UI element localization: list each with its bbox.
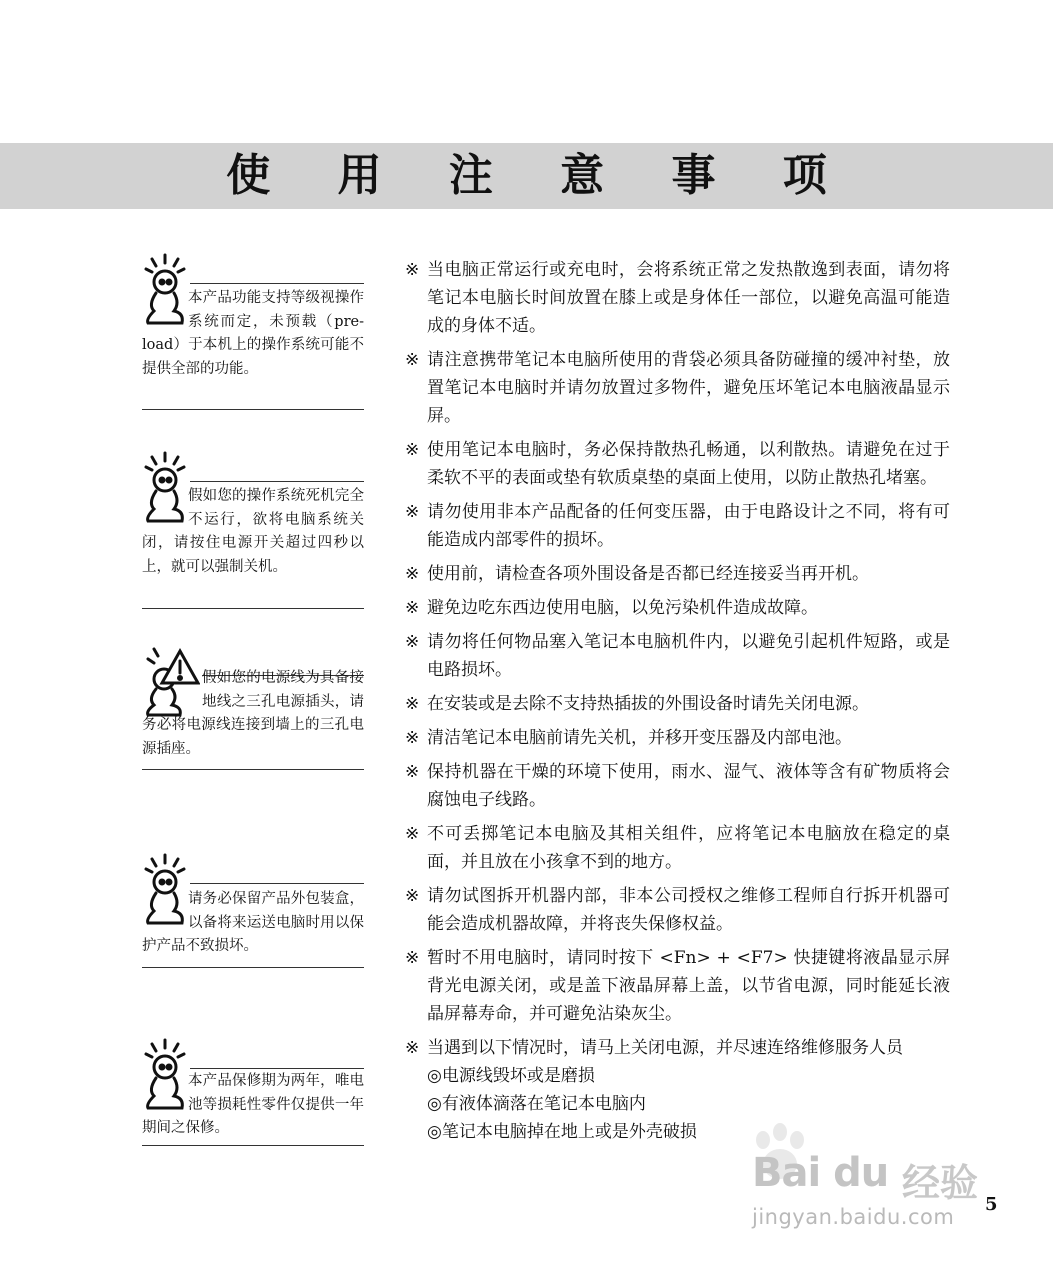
divider: [142, 769, 364, 770]
reference-mark: ※: [405, 502, 420, 522]
note-text: 请勿试图拆开机器内部，非本公司授权之维修工程师自行拆开机器可能会造成机器故障，并将丧失保修权益。: [427, 886, 950, 934]
reference-mark: ※: [405, 728, 420, 748]
note-text: 当遇到以下情况时，请马上关闭电源，并尽速连络维修服务人员: [427, 1038, 903, 1058]
page-number: 5: [985, 1194, 998, 1215]
double-circle-mark: ◎: [427, 1094, 442, 1114]
reference-mark: ※: [405, 632, 420, 652]
list-item: [405, 690, 950, 718]
reference-mark: ※: [405, 440, 420, 460]
divider: [190, 883, 364, 884]
reference-mark: ※: [405, 948, 420, 968]
note-text: 清洁笔记本电脑前请先关机，并移开变压器及内部电池。: [427, 728, 852, 748]
notes-list: [405, 256, 950, 1152]
note-text: 使用笔记本电脑时，务必保持散热孔畅通，以利散热。请避免在过于柔软不平的表面或垫有软质桌垫的桌面上使用，以防止散热孔堵塞。: [427, 440, 950, 488]
reference-mark: ※: [405, 564, 420, 584]
divider: [142, 409, 364, 410]
note-text: 保持机器在干燥的环境下使用，雨水、湿气、液体等含有矿物质将会腐蚀电子线路。: [427, 762, 950, 810]
list-item: [405, 758, 950, 814]
list-item: [405, 1034, 950, 1146]
sub-list-item: [427, 1062, 950, 1090]
divider: [142, 1145, 364, 1146]
tip-text: 请务必保留产品外包装盒，以备将来运送电脑时用以保护产品不致损坏。: [142, 891, 364, 954]
reference-mark: ※: [405, 598, 420, 618]
list-item: [405, 944, 950, 1028]
tip-block: [142, 645, 364, 770]
note-text: 避免边吃东西边使用电脑，以免污染机件造成故障。: [427, 598, 818, 618]
watermark-logo: Bai du: [752, 1150, 889, 1196]
double-circle-mark: ◎: [427, 1122, 442, 1142]
sub-item-text: 电源线毁坏或是磨损: [441, 1066, 595, 1086]
divider: [142, 967, 364, 968]
divider: [190, 283, 364, 284]
sub-list-item: [427, 1118, 950, 1146]
tip-text: 假如您的电源线为具备接地线之三孔电源插头，请务必将电源线连接到墙上的三孔电源插座。: [142, 670, 364, 757]
reference-mark: ※: [405, 1038, 420, 1058]
tip-block: [142, 451, 364, 609]
reference-mark: ※: [405, 886, 420, 906]
watermark-url: jingyan.baidu.com: [752, 1205, 955, 1229]
watermark-logo-zh: 经验: [902, 1161, 979, 1205]
list-item: [405, 498, 950, 554]
list-item: [405, 256, 950, 340]
sub-list-item: [427, 1090, 950, 1118]
note-text: 使用前，请检查各项外围设备是否都已经连接妥当再开机。: [427, 564, 869, 584]
divider: [190, 1068, 364, 1069]
tip-block: [142, 253, 364, 411]
list-item: [405, 724, 950, 752]
note-text: 当电脑正常运行或充电时，会将系统正常之发热散逸到表面，请勿将笔记本电脑长时间放置在膝上或是身体任一部位，以避免高温可能造成的身体不适。: [427, 260, 950, 336]
reference-mark: ※: [405, 694, 420, 714]
list-item: [405, 560, 950, 588]
tip-text: 本产品保修期为两年，唯电池等损耗性零件仅提供一年期间之保修。: [142, 1073, 364, 1136]
list-item: [405, 346, 950, 430]
sub-item-text: 笔记本电脑掉在地上或是外壳破损: [441, 1122, 697, 1142]
list-item: [405, 436, 950, 492]
sub-item-text: 有液体滴落在笔记本电脑内: [441, 1094, 646, 1114]
page-title: 使 用 注 意 事 项: [226, 150, 853, 201]
tip-text: 假如您的操作系统死机完全不运行，欲将电脑系统关闭，请按住电源开关超过四秒以上，就可以强制关机。: [142, 488, 364, 575]
tip-block: [142, 853, 364, 968]
note-text: 不可丢掷笔记本电脑及其相关组件，应将笔记本电脑放在稳定的桌面，并且放在小孩拿不到的地方。: [427, 824, 950, 872]
list-item: [405, 882, 950, 938]
reference-mark: ※: [405, 762, 420, 782]
divider: [142, 608, 364, 609]
double-circle-mark: ◎: [427, 1066, 442, 1086]
note-text: 请注意携带笔记本电脑所使用的背袋必须具备防碰撞的缓冲衬垫，放置笔记本电脑时并请勿放置过多物件，避免压坏笔记本电脑液晶显示屏。: [427, 350, 950, 426]
note-text: 暂时不用电脑时，请同时按下 <Fn> + <F7> 快捷键将液晶显示屏背光电源关闭，或是盖下液晶屏幕上盖，以节省电源，同时能延长液晶屏幕寿命，并可避免沾染灰尘。: [427, 948, 950, 1024]
divider: [190, 481, 364, 482]
reference-mark: ※: [405, 824, 420, 844]
note-text: 请勿将任何物品塞入笔记本电脑机件内，以避免引起机件短路，或是电路损坏。: [427, 632, 950, 680]
note-text: 请勿使用非本产品配备的任何变压器，由于电路设计之不同，将有可能造成内部零件的损坏。: [427, 502, 950, 550]
list-item: [405, 594, 950, 622]
tip-block: [142, 1038, 364, 1146]
tip-text: 本产品功能支持等级视操作系统而定，未预载（pre-load）于本机上的操作系统可能不提供全部的功能。: [142, 290, 364, 377]
list-item: [405, 820, 950, 876]
reference-mark: ※: [405, 260, 420, 280]
reference-mark: ※: [405, 350, 420, 370]
note-text: 在安装或是去除不支持热插拔的外围设备时请先关闭电源。: [427, 694, 869, 714]
list-item: [405, 628, 950, 684]
